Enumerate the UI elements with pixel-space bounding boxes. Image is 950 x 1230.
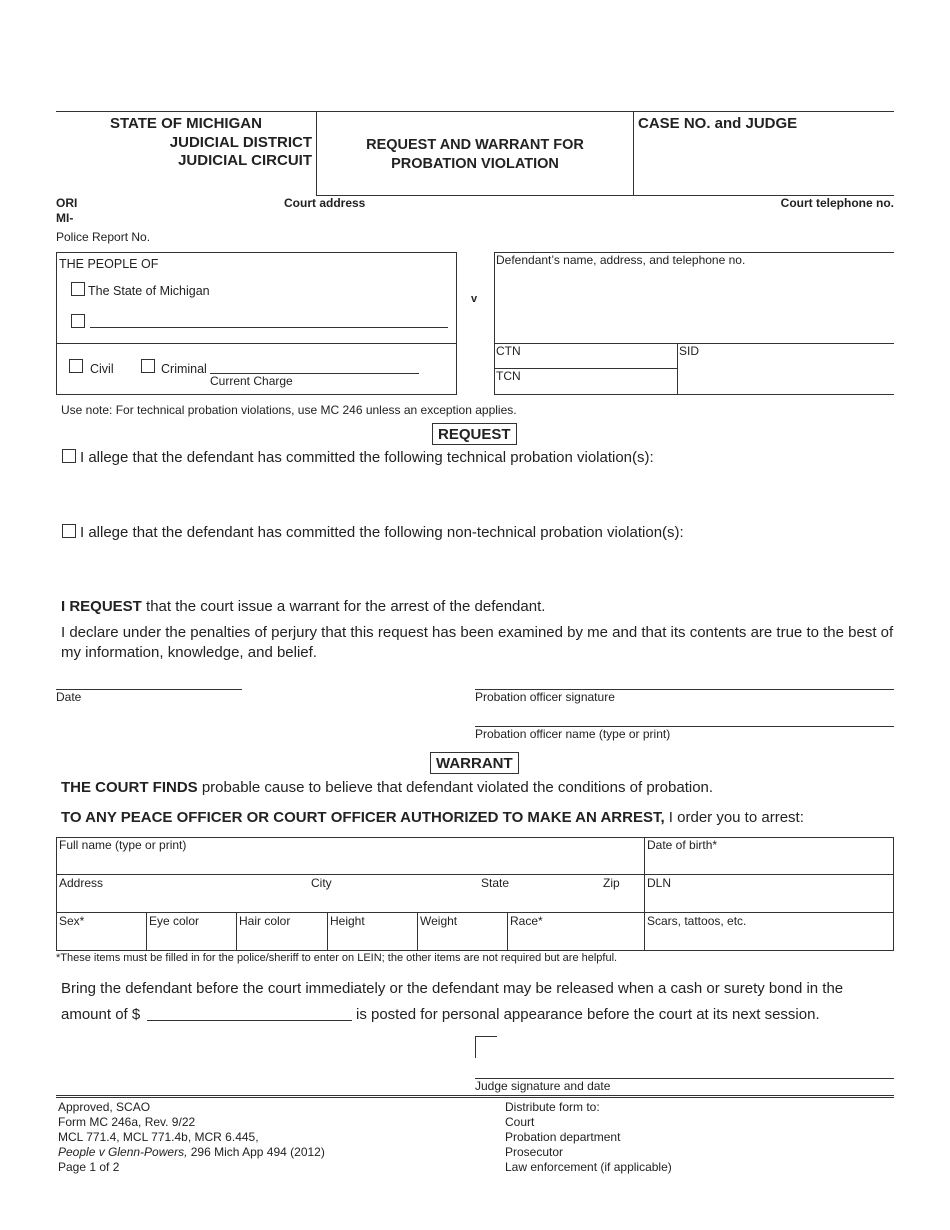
court-finds-statement	[61, 779, 713, 796]
judicial-circuit: JUDICIAL CIRCUIT	[178, 152, 312, 169]
court-address-label: Court address	[284, 196, 366, 210]
defendant-info-label: Defendant’s name, address, and telephone no.	[496, 253, 746, 267]
warrant-heading: WARRANT	[430, 752, 519, 774]
mi-label: MI-	[56, 211, 74, 225]
distribute-item: Probation department	[505, 1130, 621, 1144]
approved-scao: Approved, SCAO	[58, 1100, 151, 1114]
civil-checkbox[interactable]	[69, 359, 83, 373]
current-charge-label: Current Charge	[210, 374, 293, 388]
date-field[interactable]	[56, 689, 242, 690]
distribute-item: Law enforcement (if applicable)	[505, 1160, 672, 1174]
lein-footnote: *These items must be filled in for the police/sheriff to enter on LEIN; the other items are not required but are helpful.	[56, 952, 618, 964]
mcl-citations: MCL 771.4, MCL 771.4b, MCR 6.445,	[58, 1130, 259, 1144]
judge-signature-label: Judge signature and date	[475, 1079, 611, 1093]
distribute-item: Prosecutor	[505, 1145, 564, 1159]
page-number: Page 1 of 2	[58, 1160, 120, 1174]
police-report-label: Police Report No.	[56, 230, 151, 244]
bond-amount-field[interactable]	[147, 1020, 352, 1021]
non-technical-violation-checkbox[interactable]	[62, 524, 76, 538]
arrest-order-statement	[61, 809, 804, 826]
court-finds-rest: probable cause to believe that defendant violated the conditions of probation.	[197, 779, 714, 796]
technical-violation-text: I allege that the defendant has committed the following technical probation violation(s):	[80, 449, 654, 466]
civil-label: Civil	[90, 362, 114, 376]
eye-color-cell[interactable]: Eye color	[149, 914, 200, 928]
po-signature-label: Probation officer signature	[475, 690, 615, 704]
other-plaintiff-checkbox[interactable]	[71, 314, 85, 328]
criminal-label: Criminal	[161, 362, 207, 376]
defendant-info-field[interactable]	[496, 268, 892, 341]
non-technical-violation-field[interactable]	[80, 545, 892, 590]
address-cell[interactable]: Address	[59, 876, 104, 890]
weight-cell[interactable]: Weight	[420, 914, 458, 928]
court-finds-bold: THE COURT FINDS	[61, 779, 198, 796]
ctn-label[interactable]: CTN	[496, 344, 521, 358]
form-title-line1: REQUEST AND WARRANT FOR	[366, 137, 584, 153]
state-cell[interactable]: State	[481, 876, 510, 890]
state-of-michigan-checkbox[interactable]	[71, 282, 85, 296]
technical-violation-checkbox[interactable]	[62, 449, 76, 463]
case-citation-italic: People v Glenn-Powers,	[58, 1145, 188, 1159]
defendant-description-table	[56, 837, 894, 951]
hair-color-cell[interactable]: Hair color	[239, 914, 291, 928]
versus-label: v	[471, 293, 478, 305]
date-label: Date	[56, 690, 82, 704]
i-request-statement	[61, 598, 545, 615]
distribute-item: Court	[505, 1115, 535, 1129]
bond-amount-pre: amount of $	[61, 1006, 141, 1023]
distribute-label: Distribute form to:	[505, 1100, 600, 1114]
case-citation	[58, 1145, 325, 1159]
i-request-bold: I REQUEST	[61, 598, 142, 615]
non-technical-violation-text: I allege that the defendant has committed the following non-technical probation violation(s):	[80, 524, 684, 541]
people-of-label: THE PEOPLE OF	[59, 257, 159, 271]
i-request-rest: that the court issue a warrant for the arrest of the defendant.	[141, 598, 546, 615]
state-of-michigan: STATE OF MICHIGAN	[110, 115, 262, 132]
ori-label: ORI	[56, 196, 78, 210]
judge-seal-corner	[475, 1036, 476, 1058]
dob-cell[interactable]: Date of birth*	[647, 838, 718, 852]
arrest-order-rest: I order you to arrest:	[664, 809, 804, 826]
case-no-field[interactable]	[636, 136, 892, 192]
arrest-order-bold: TO ANY PEACE OFFICER OR COURT OFFICER AUTHORIZED TO MAKE AN ARREST,	[61, 809, 665, 826]
use-note: Use note: For technical probation violations, use MC 246 unless an exception applies.	[61, 403, 517, 417]
zip-cell[interactable]: Zip	[603, 876, 620, 890]
criminal-checkbox[interactable]	[141, 359, 155, 373]
scars-tattoos-cell[interactable]: Scars, tattoos, etc.	[647, 914, 747, 928]
city-cell[interactable]: City	[311, 876, 332, 890]
request-heading: REQUEST	[432, 423, 517, 445]
state-of-michigan-option: The State of Michigan	[88, 284, 210, 298]
perjury-declaration: I declare under the penalties of perjury that this request has been examined by me and that its contents are true to the best of my information, knowledge, and belief.	[61, 624, 894, 661]
tcn-label[interactable]: TCN	[496, 369, 521, 383]
bond-statement-line1: Bring the defendant before the court immediately or the defendant may be released when a cash or surety bond in the	[61, 980, 844, 997]
dln-cell[interactable]: DLN	[647, 876, 672, 890]
case-citation-rest: 296 Mich App 494 (2012)	[187, 1145, 325, 1159]
po-name-label: Probation officer name (type or print)	[475, 727, 671, 741]
judicial-district: JUDICIAL DISTRICT	[169, 134, 312, 151]
case-no-judge-label: CASE NO. and JUDGE	[638, 115, 798, 132]
form-number: Form MC 246a, Rev. 9/22	[58, 1115, 196, 1129]
technical-violation-field[interactable]	[80, 470, 892, 510]
full-name-cell[interactable]: Full name (type or print)	[59, 838, 187, 852]
court-phone-label: Court telephone no.	[780, 196, 894, 210]
race-cell[interactable]: Race*	[510, 914, 543, 928]
bond-amount-post: is posted for personal appearance before the court at its next session.	[356, 1006, 820, 1023]
height-cell[interactable]: Height	[330, 914, 365, 928]
sex-cell[interactable]: Sex*	[59, 914, 85, 928]
other-plaintiff-field[interactable]	[90, 327, 448, 328]
sid-label[interactable]: SID	[679, 344, 700, 358]
form-title-line2: PROBATION VIOLATION	[391, 156, 559, 172]
